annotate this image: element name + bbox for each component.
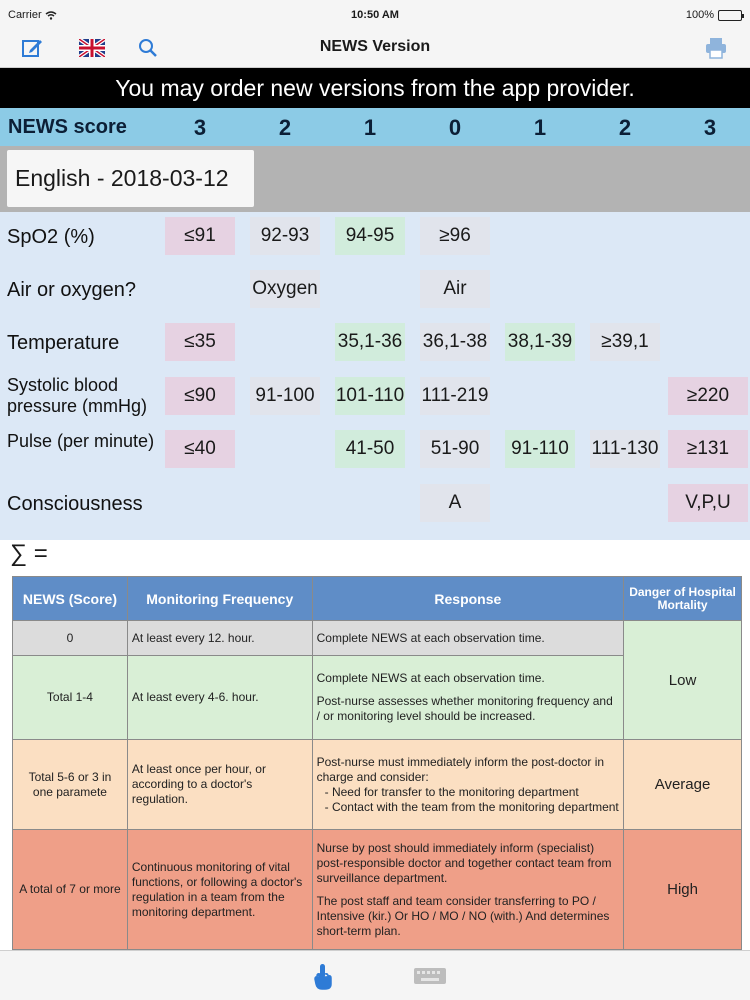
row-label-air-oxygen: Air or oxygen? (7, 279, 136, 301)
navigation-bar (0, 30, 750, 68)
sum-label: ∑ = (10, 540, 48, 567)
clock: 10:50 AM (351, 9, 399, 21)
danger-high: High (624, 830, 742, 950)
version-bar (0, 146, 750, 212)
row-label-consciousness: Consciousness (7, 493, 143, 515)
score-col-2-left: 2 (278, 115, 292, 140)
cell-bp-score2[interactable]: 91-100 (250, 377, 320, 415)
bottom-tab-bar (0, 950, 750, 1000)
row-label-systolic-bp: Systolic blood pressure (mmHg) (7, 375, 148, 416)
cell-consciousness-alert[interactable]: A (420, 484, 490, 522)
cell-spo2-score3[interactable]: ≤91 (165, 217, 235, 255)
cell-pulse-score1-right[interactable]: 91-110 (505, 430, 575, 468)
news-score-header (0, 108, 750, 146)
response-cell: Complete NEWS at each observation time. (312, 621, 623, 656)
carrier-label: Carrier (8, 9, 57, 21)
score-col-2-right: 2 (618, 115, 632, 140)
cell-consciousness-vpu[interactable]: V,P,U (668, 484, 748, 522)
status-bar (0, 0, 750, 30)
score-col-1-right: 1 (533, 115, 547, 140)
cell-temp-score0[interactable]: 36,1-38 (420, 323, 490, 361)
cell-bp-score0[interactable]: 111-219 (420, 377, 490, 415)
score-col-1-left: 1 (363, 115, 377, 140)
keyboard-icon[interactable] (412, 961, 448, 991)
cell-bp-score3-right[interactable]: ≥220 (668, 377, 748, 415)
cell-pulse-score2-right[interactable]: 111-130 (590, 430, 660, 468)
row-label-pulse: Pulse (per minute) (7, 431, 155, 451)
score-cell: A total of 7 or more (13, 830, 128, 950)
cell-temp-score1-left[interactable]: 35,1-36 (335, 323, 405, 361)
score-col-3-right: 3 (703, 115, 717, 140)
frequency-cell: At least every 4-6. hour. (127, 656, 312, 740)
response-cell: Complete NEWS at each observation time. Post-nurse assesses whether monitoring frequency and / or monitoring level should be increased. (312, 656, 623, 740)
header-response: Response (312, 577, 623, 621)
score-col-0: 0 (448, 115, 462, 140)
row-label-spo2: SpO2 (%) (7, 226, 95, 248)
cell-spo2-score1[interactable]: 94-95 (335, 217, 405, 255)
frequency-cell: Continuous monitoring of vital functions, or following a doctor's regulation in a team from the monitoring department. (127, 830, 312, 950)
response-cell: Post-nurse must immediately inform the post-doctor in charge and consider: - Need for transfer to the monitoring department - Contact with the team from the monitoring department (312, 740, 623, 830)
battery-indicator: 100% (686, 9, 742, 21)
battery-icon (718, 10, 742, 21)
header-monitoring-frequency: Monitoring Frequency (127, 577, 312, 621)
parameter-grid (0, 212, 750, 540)
cell-bp-score1[interactable]: 101-110 (335, 377, 405, 415)
frequency-cell: At least every 12. hour. (127, 621, 312, 656)
cell-bp-score3[interactable]: ≤90 (165, 377, 235, 415)
score-cell: 0 (13, 621, 128, 656)
table-row (13, 621, 742, 656)
news-response-table (12, 576, 742, 950)
cell-pulse-score1-left[interactable]: 41-50 (335, 430, 405, 468)
hand-pointer-icon[interactable] (306, 961, 342, 991)
header-danger-mortality: Danger of Hospital Mortality (624, 577, 742, 621)
score-col-3-left: 3 (193, 115, 207, 140)
cell-pulse-score3-right[interactable]: ≥131 (668, 430, 748, 468)
cell-temp-score3[interactable]: ≤35 (165, 323, 235, 361)
cell-pulse-score0[interactable]: 51-90 (420, 430, 490, 468)
info-banner: You may order new versions from the app provider. (0, 68, 750, 108)
cell-spo2-score2[interactable]: 92-93 (250, 217, 320, 255)
header-news-score: NEWS (Score) (13, 577, 128, 621)
danger-low: Low (624, 621, 742, 740)
news-score-label: NEWS score (8, 116, 127, 138)
cell-spo2-score0[interactable]: ≥96 (420, 217, 490, 255)
table-header-row (13, 577, 742, 621)
print-icon[interactable] (702, 34, 730, 62)
score-cell: Total 5-6 or 3 in one paramete (13, 740, 128, 830)
page-title: NEWS Version (319, 38, 431, 55)
version-selector[interactable]: English - 2018-03-12 (7, 150, 254, 207)
cell-temp-score2-right[interactable]: ≥39,1 (590, 323, 660, 361)
table-row (13, 740, 742, 830)
frequency-cell: At least once per hour, or according to a doctor's regulation. (127, 740, 312, 830)
cell-air[interactable]: Air (420, 270, 490, 308)
danger-average: Average (624, 740, 742, 830)
cell-oxygen[interactable]: Oxygen (250, 270, 320, 308)
cell-pulse-score3[interactable]: ≤40 (165, 430, 235, 468)
table-row (13, 830, 742, 950)
score-cell: Total 1-4 (13, 656, 128, 740)
cell-temp-score1-right[interactable]: 38,1-39 (505, 323, 575, 361)
response-cell: Nurse by post should immediately inform (specialist) post-responsible doctor and together contact team from surveillance department. The post staff and team consider transferring to PO / Intensive (kir.) Or HO / MO / NO (with.) And determines short-term plan. (312, 830, 623, 950)
row-label-temperature: Temperature (7, 332, 120, 354)
